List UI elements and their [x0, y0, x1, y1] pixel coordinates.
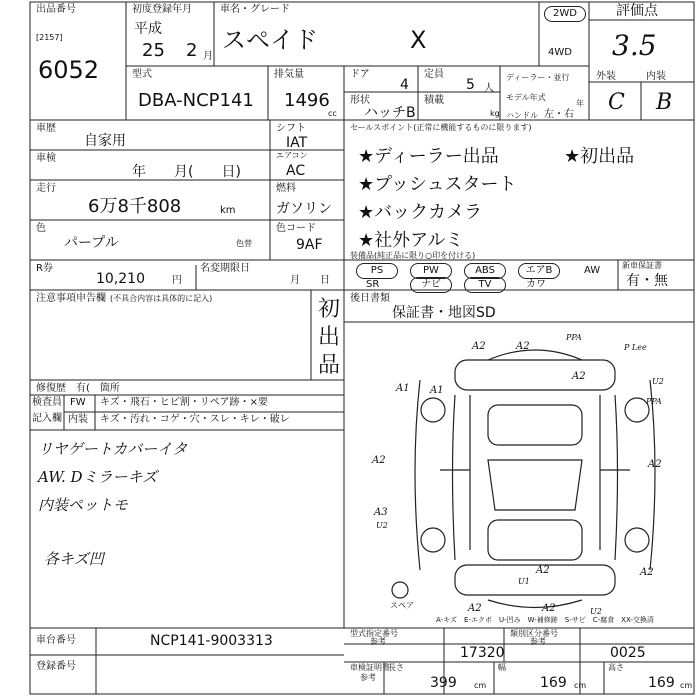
damage-mark: A3: [374, 507, 388, 518]
damage-mark: U2: [376, 521, 388, 530]
door-label: ドア: [350, 69, 370, 80]
equip-ps: PS: [356, 263, 398, 279]
type-num-label: 型式指定番号: [350, 629, 398, 638]
damage-mark: U1: [518, 577, 530, 586]
width-label: 幅: [498, 663, 506, 672]
damage-mark: P Lee: [624, 343, 647, 352]
transfer-label: 名変期限日: [200, 263, 250, 274]
body-label: 形状: [350, 95, 370, 106]
handwritten-note-4: 各キズ凹: [44, 550, 104, 568]
damage-mark: U2: [652, 377, 664, 386]
damage-mark: PPA: [646, 397, 662, 406]
displacement-unit: cc: [328, 109, 337, 118]
body-value: ハッチB: [364, 105, 416, 121]
warranty-value: 有・無: [626, 273, 668, 289]
recycle-label: R券: [36, 263, 53, 274]
length-unit: cm: [474, 681, 487, 690]
shift-value: IAT: [286, 135, 308, 151]
score-label: 評価点: [616, 3, 658, 19]
width-unit: cm: [574, 681, 587, 690]
sales-point-4: ★バックカメラ: [358, 202, 483, 223]
load-label: 積載: [424, 95, 444, 106]
ac-value: AC: [286, 163, 306, 179]
color-code-label: 色コード: [276, 223, 316, 234]
usage-label: 車歴: [36, 123, 56, 134]
era: 平成: [134, 21, 162, 37]
size-sub: 参考: [360, 673, 376, 682]
interior-grade: B: [656, 90, 673, 115]
inspector-label-2: 記入欄: [32, 413, 62, 424]
sales-point-3: ★プッシュスタート: [358, 174, 517, 195]
lot-number: 6052: [38, 56, 100, 84]
sales-point-1: ★ディーラー出品: [358, 146, 499, 167]
reg-number-label: 登録番号: [36, 661, 76, 672]
model-year-unit: 年: [576, 99, 584, 108]
equip-pw: PW: [410, 263, 452, 279]
sales-point-5: ★社外アルミ: [358, 230, 464, 251]
inspector-label-1: 検査員: [32, 397, 62, 408]
fuel-label: 燃料: [276, 183, 296, 194]
int-label: 内装: [68, 414, 88, 425]
length-value: 399: [430, 675, 457, 691]
handwritten-note-1: リヤゲートカバーイタ: [38, 440, 188, 458]
type-label: 型式: [132, 69, 152, 80]
height-value: 169: [648, 675, 675, 691]
equip-tv: TV: [464, 277, 506, 293]
damage-mark: A2: [648, 459, 662, 470]
grade: X: [410, 26, 427, 54]
class-sub: 参考: [530, 637, 546, 646]
color-label: 色: [36, 223, 46, 234]
handle-label: ハンドル: [506, 111, 538, 120]
equip-abs: ABS: [464, 263, 506, 279]
damage-mark: A2: [542, 603, 556, 614]
length-label: 長さ: [388, 663, 404, 672]
damage-mark: A1: [396, 383, 410, 394]
class-label: 類別区分番号: [510, 629, 558, 638]
model-name: スペイド: [222, 26, 318, 54]
damage-mark: A2: [516, 341, 530, 352]
repair-value: 有( 箇所: [76, 383, 120, 394]
sales-point-2: ★初出品: [564, 146, 635, 167]
damage-legend: A-キズ E-エクボ U-凹み W-補修跡 S-サビ C-腐食 XX-交換済: [436, 616, 654, 624]
exterior-label: 外装: [596, 71, 616, 82]
damage-mark: A2: [536, 565, 550, 576]
type-num-value: 17320: [460, 645, 505, 661]
class-value: 0025: [610, 645, 646, 661]
fuel-value: ガソリン: [276, 201, 332, 217]
equip-airbag: エアB: [518, 263, 560, 279]
fw-label: FW: [70, 397, 86, 408]
damage-mark: A2: [640, 567, 654, 578]
drive-2wd: 2WD: [544, 6, 586, 22]
ext-text: キズ・汚れ・コゲ・穴・スレ・キレ・破レ: [100, 414, 290, 425]
drive-4wd: 4WD: [548, 47, 572, 58]
ac-label: エアコン: [276, 151, 308, 160]
damage-mark: A2: [468, 603, 482, 614]
after-docs-label: 後日書類: [350, 293, 390, 304]
displacement-label: 排気量: [274, 69, 304, 80]
first-reg-label: 初度登録年月: [132, 4, 192, 15]
equip-navi: ナビ: [410, 277, 452, 293]
width-value: 169: [540, 675, 567, 691]
model-year-label: モデル年式: [506, 93, 546, 102]
chassis-value: NCP141-9003313: [150, 633, 273, 649]
capacity-unit: 人: [484, 83, 494, 94]
displacement-value: 1496: [284, 90, 330, 111]
handwritten-note-2: AW. Dミラーキズ: [38, 468, 158, 486]
repair-label: 修復歴: [36, 383, 66, 394]
type-num-sub: 参考: [370, 637, 386, 646]
mileage-label: 走行: [36, 183, 56, 194]
caution-sub: (不具合内容は具体的に記入): [110, 294, 213, 303]
capacity-label: 定員: [424, 69, 444, 80]
height-unit: cm: [680, 681, 693, 690]
caution-label: 注意事項申告欄: [36, 293, 106, 304]
month-unit: 月: [203, 51, 213, 62]
exterior-grade: C: [608, 90, 625, 115]
recycle-value: 10,210: [96, 271, 145, 287]
chassis-label: 車台番号: [36, 635, 76, 646]
mileage-value: 6万8千808: [88, 196, 182, 217]
damage-mark: A1: [430, 385, 444, 396]
color-code-value: 9AF: [296, 237, 323, 253]
inspection-value: 年 月( 日): [132, 164, 241, 180]
lot-small: [2157]: [36, 33, 63, 42]
color-change-label: 色替: [236, 239, 252, 248]
dealer-label: ディーラー・並行: [506, 73, 570, 82]
mileage-unit: km: [220, 205, 236, 216]
first-listing-stamp: 初出品: [318, 297, 341, 378]
spare-label: スペア: [390, 601, 414, 610]
sales-points-label: セールスポイント(正常に機能するものに限ります): [350, 123, 532, 132]
recycle-unit: 円: [172, 275, 182, 286]
interior-label: 内装: [646, 71, 666, 82]
damage-mark: A2: [572, 371, 586, 382]
damage-mark: U2: [590, 607, 602, 616]
reg-month: 2: [186, 40, 198, 61]
size-label: 車検証明書: [350, 663, 390, 672]
warranty-label: 新車保証書: [622, 261, 662, 270]
handle-value: 左・右: [544, 109, 574, 120]
reg-year: 25: [142, 40, 165, 61]
model-label: 車名・グレード: [220, 4, 290, 15]
fw-text: キズ・飛石・ヒビ割・リペア跡・×要: [100, 397, 268, 408]
door-value: 4: [400, 77, 409, 93]
after-docs-value: 保証書・地図SD: [392, 305, 496, 321]
score-value: 3.5: [612, 29, 657, 62]
shift-label: シフト: [276, 123, 306, 134]
inspection-label: 車検: [36, 153, 56, 164]
damage-mark: A2: [472, 341, 486, 352]
transfer-unit: 月 日: [290, 275, 330, 286]
lot-label: 出品番号: [36, 4, 76, 15]
color-value: パープル: [64, 235, 119, 251]
height-label: 高さ: [608, 663, 624, 672]
capacity-value: 5: [466, 77, 475, 93]
equip-leather: カワ: [526, 279, 546, 290]
usage-value: 自家用: [84, 133, 126, 149]
equip-aw: AW: [584, 265, 601, 276]
handwritten-note-3: 内装ペットモ: [38, 496, 129, 514]
equipment-label: 装備品(純正品に限り○印を付ける): [350, 251, 476, 260]
equip-sr: SR: [366, 279, 380, 290]
type-value: DBA-NCP141: [138, 90, 254, 111]
damage-mark: A2: [372, 455, 386, 466]
damage-mark: PPA: [566, 333, 582, 342]
load-unit: kg: [490, 109, 500, 118]
